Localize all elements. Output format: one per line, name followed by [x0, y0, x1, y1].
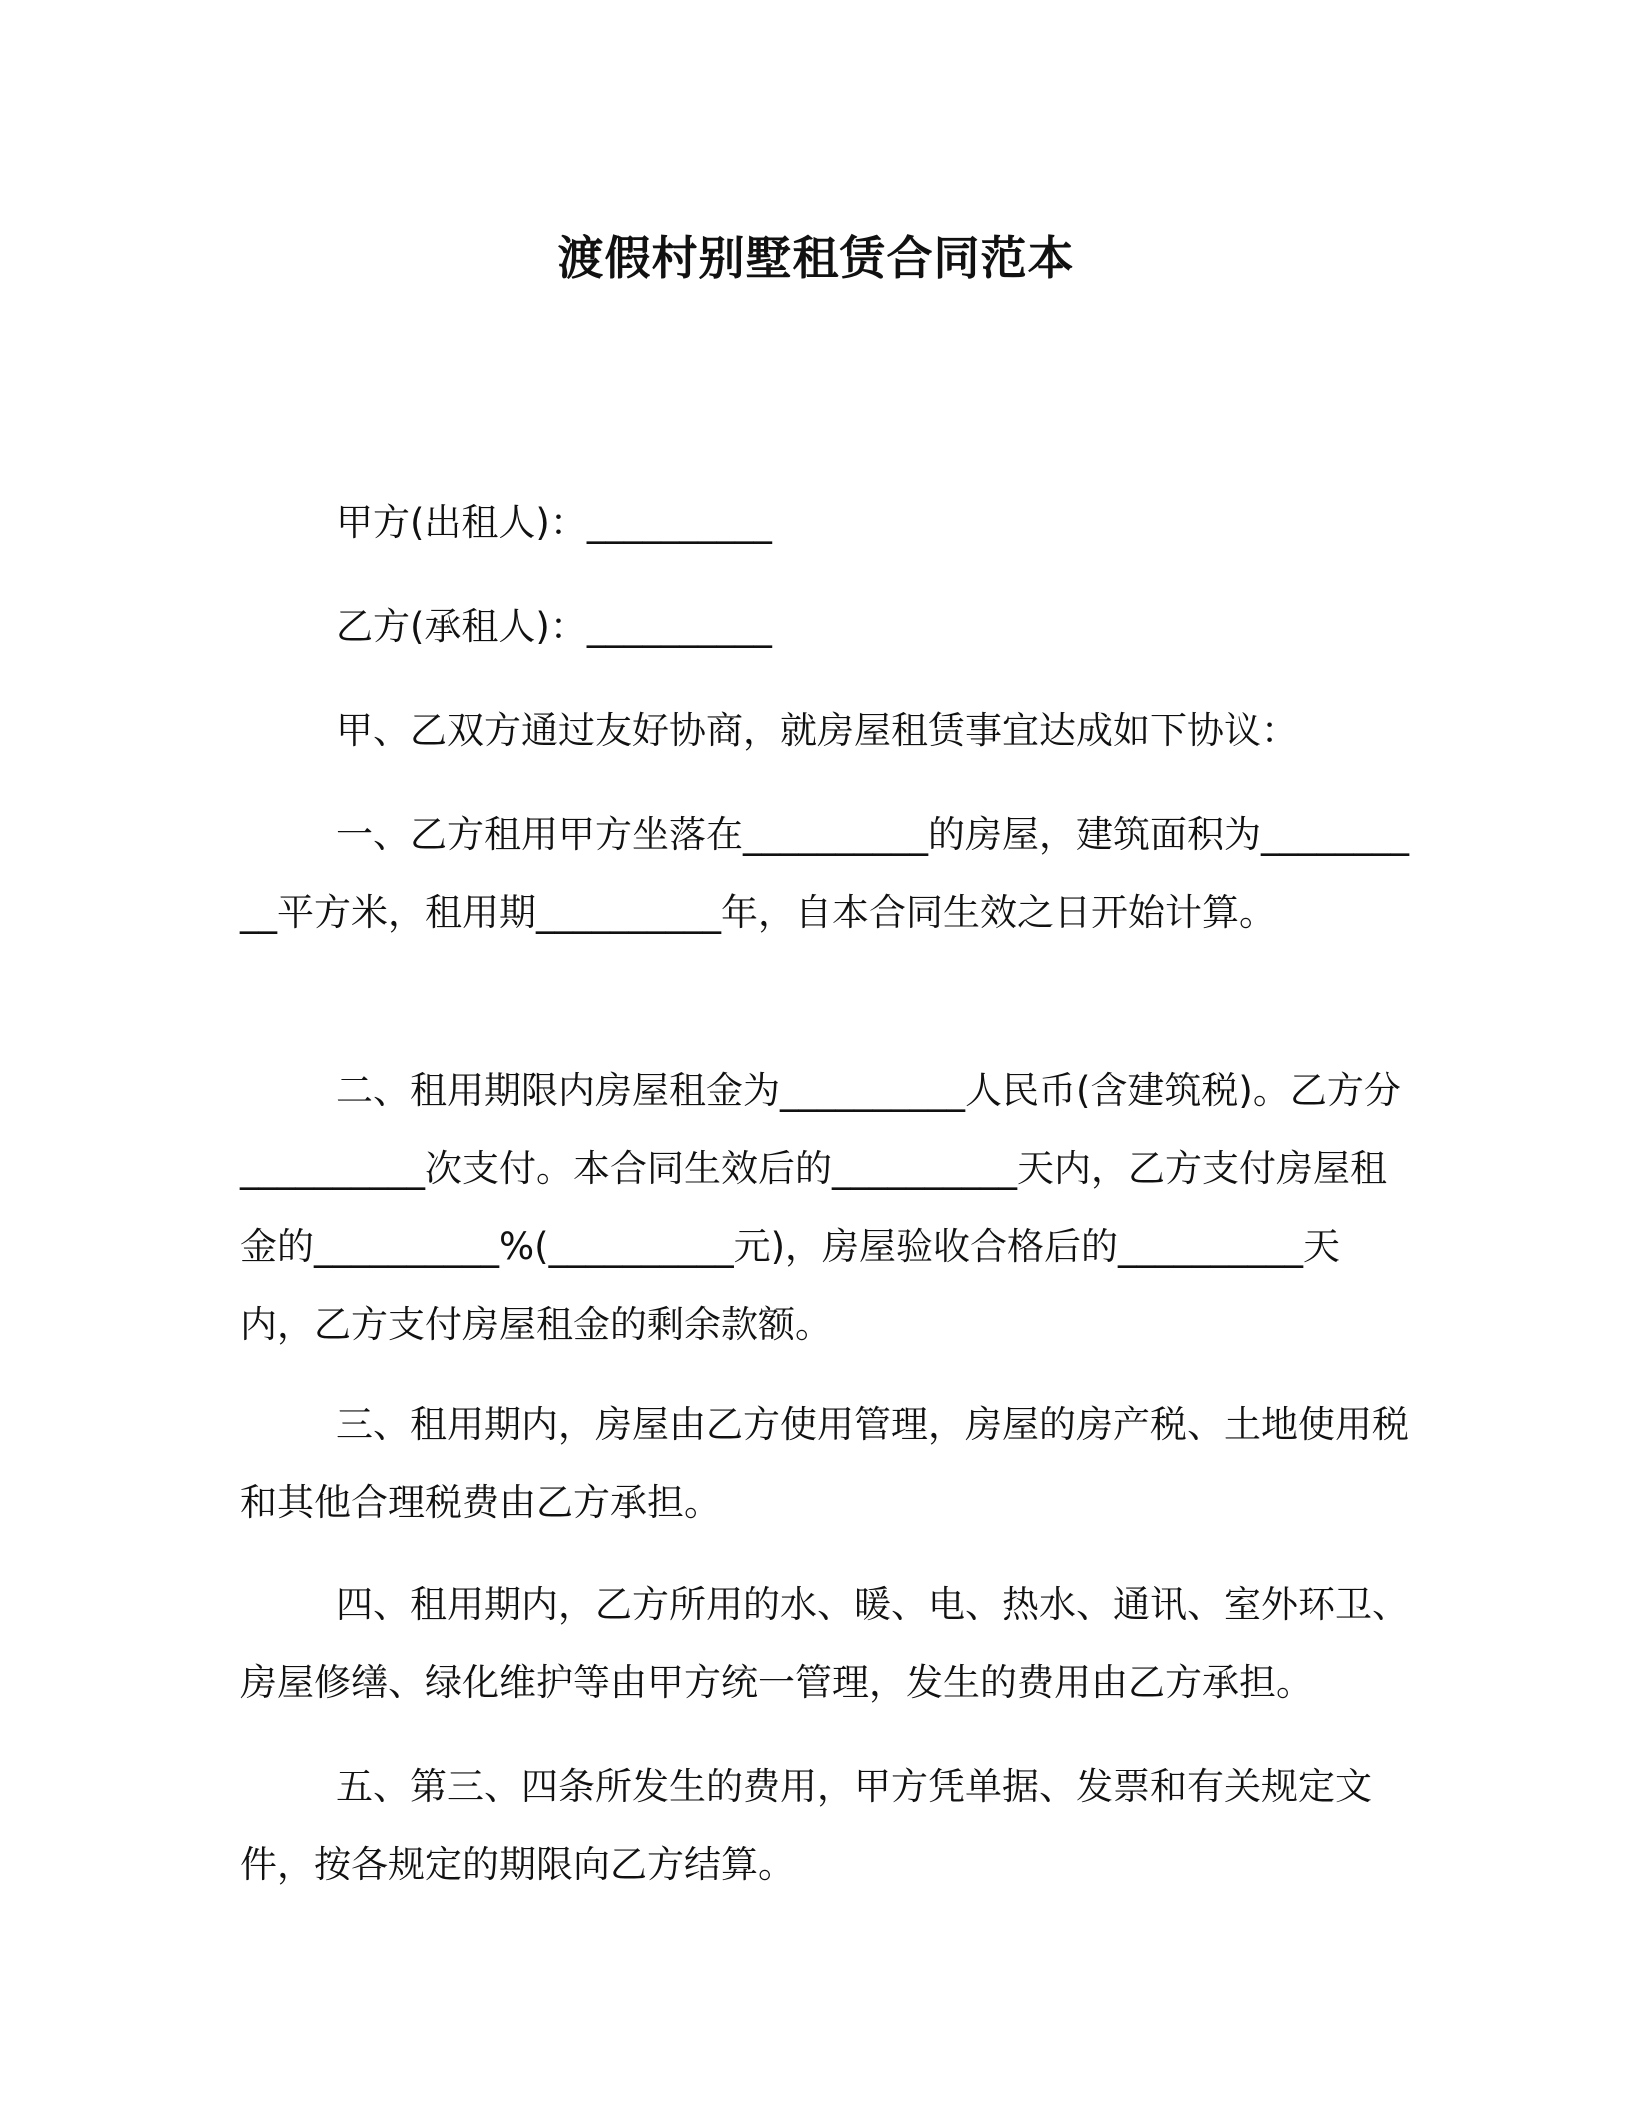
intro-paragraph: 甲、乙双方通过友好协商，就房屋租赁事宜达成如下协议： — [336, 709, 1298, 752]
party-b-line: 乙方(承租人)：__________ — [336, 605, 772, 648]
clause-3-paragraph: 三、租用期内，房屋由乙方使用管理，房屋的房产税、土地使用税和其他合理税费由乙方承担。 — [240, 1403, 1409, 1524]
party-a-line: 甲方(出租人)：__________ — [336, 501, 772, 544]
clause-1-paragraph: 一、乙方租用甲方坐落在__________的房屋，建筑面积为__________平方米，租用期__________年，自本合同生效之日开始计算。 — [240, 813, 1409, 934]
clause-2-paragraph: 二、租用期限内房屋租金为__________人民币(含建筑税)。乙方分__________次支付。本合同生效后的__________天内，乙方支付房屋租金的__________%(__________元)，房屋验收合格后的__________天内，乙方支付房屋租金的剩余款额。 — [240, 1069, 1401, 1346]
document-title: 渡假村别墅租赁合同范本 — [557, 231, 1075, 285]
clause-5-paragraph: 五、第三、四条所发生的费用，甲方凭单据、发票和有关规定文件，按各规定的期限向乙方结算。 — [240, 1765, 1372, 1886]
clause-4-paragraph: 四、租用期内，乙方所用的水、暖、电、热水、通讯、室外环卫、房屋修缮、绿化维护等由甲方统一管理，发生的费用由乙方承担。 — [240, 1583, 1409, 1704]
